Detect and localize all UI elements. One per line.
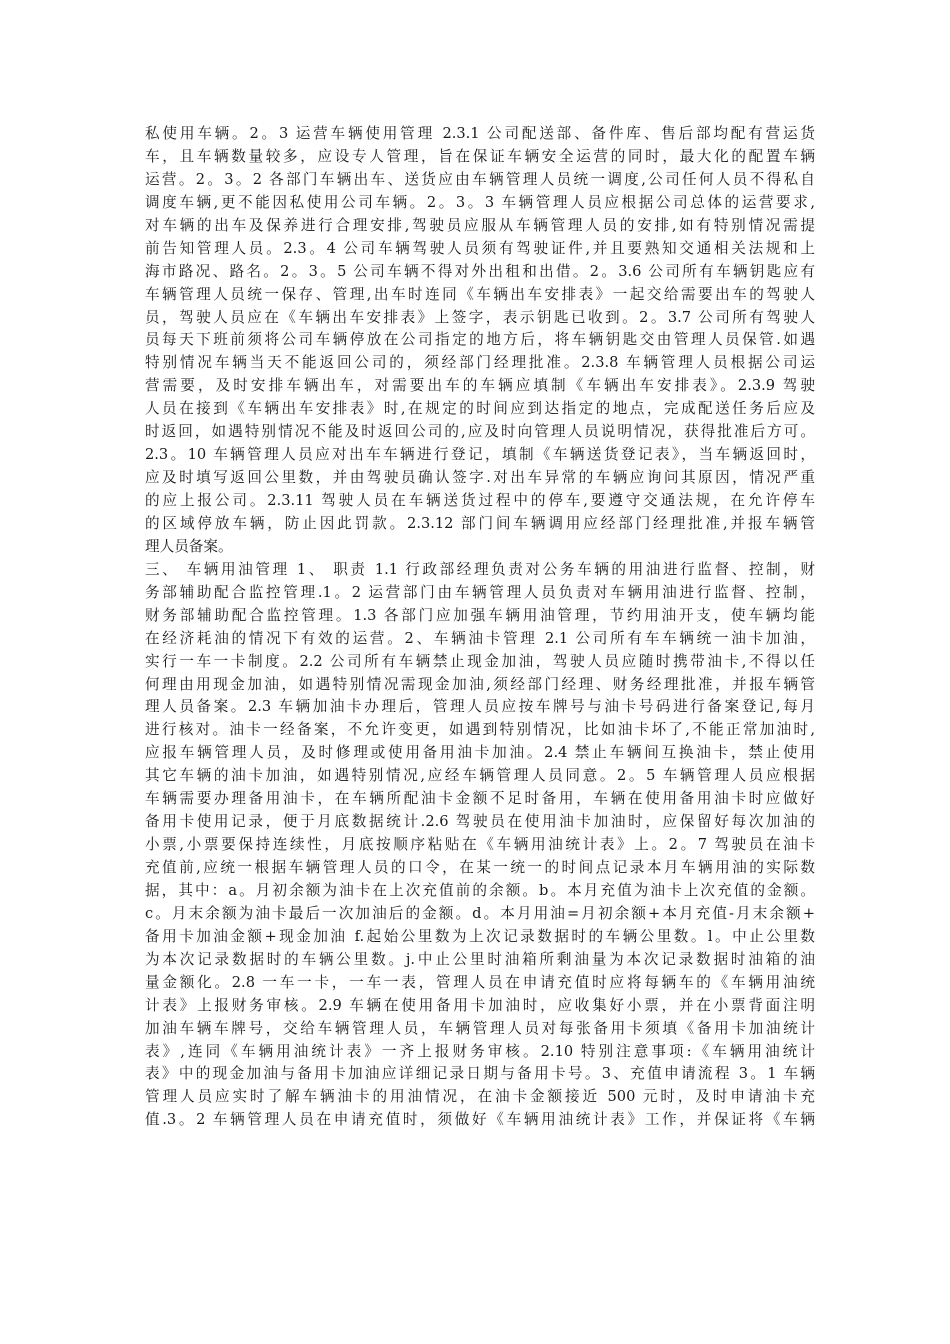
text-line: 表》中的现金加油与备用卡加油应详细记录日期与备用卡号。3、充值申请流程 3。1 车辆 bbox=[145, 1065, 815, 1083]
text-line: 特别情况车辆当天不能返回公司的，须经部门经理批准。2.3.8 车辆管理人员根据公司运 bbox=[145, 354, 815, 372]
text-line: 小票,小票要保持连续性，月底按顺序粘贴在《车辆用油统计表》上。2。7 驾驶员在油卡 bbox=[145, 836, 815, 854]
text-line: 的区域停放车辆，防止因此罚款。2.3.12 部门间车辆调用应经部门经理批准,并报车辆管 bbox=[145, 514, 815, 532]
text-line: 人员在接到《车辆出车安排表》时,在规定的时间应到达指定的地点，完成配送任务后应及 bbox=[145, 400, 815, 418]
text-line: 调度车辆,更不能因私使用公司车辆。2。3。3 车辆管理人员应根据公司总体的运营要求, bbox=[145, 193, 815, 211]
text-line: 三、 车辆用油管理 1、 职责 1.1 行政部经理负责对公务车辆的用油进行监督、控制，财 bbox=[145, 560, 815, 578]
text-line: 表》,连同《车辆用油统计表》一齐上报财务审核。2.10 特别注意事项:《车辆用油统计 bbox=[145, 1042, 815, 1060]
text-line: 为本次记录数据时的车辆公里数。j.中止公里时油箱所剩油量为本次记录数据时油箱的油 bbox=[145, 950, 815, 968]
text-line: 时返回，如遇特别情况不能及时返回公司的,应及时向管理人员说明情况，获得批准后方可。 bbox=[145, 423, 815, 441]
text-line: 员，驾驶人员应在《车辆出车安排表》上签字，表示钥匙已收到。2。3.7 公司所有驾驶人 bbox=[145, 308, 815, 326]
text-line: 运营。2。3。2 各部门车辆出车、送货应由车辆管理人员统一调度,公司任何人员不得私自 bbox=[145, 170, 815, 188]
text-line: 员每天下班前须将公司车辆停放在公司指定的地方后，将车辆钥匙交由管理人员保管.如遇 bbox=[145, 331, 815, 349]
text-line: 备用卡使用记录，便于月底数据统计.2.6 驾驶员在使用油卡加油时，应保留好每次加油的 bbox=[145, 813, 815, 831]
text-line: 海市路况、路名。2。3。5 公司车辆不得对外出租和出借。2。3.6 公司所有车辆钥匙应有 bbox=[145, 262, 815, 280]
text-line: 其它车辆的油卡加油，如遇特别情况,应经车辆管理人员同意。2。5 车辆管理人员应根据 bbox=[145, 767, 815, 785]
text-line: 管理人员应实时了解车辆油卡的用油情况，在油卡金额接近 500 元时，及时申请油卡充 bbox=[145, 1088, 815, 1106]
text-line: 对车辆的出车及保养进行合理安排,驾驶员应服从车辆管理人员的安排,如有特别情况需提 bbox=[145, 216, 815, 234]
text-line: 财务部辅助配合监控管理。1.3 各部门应加强车辆用油管理，节约用油开支，使车辆均能 bbox=[145, 606, 815, 624]
text-line: 的应上报公司。2.3.11 驾驶人员在车辆送货过程中的停车,要遵守交通法规，在允许停车 bbox=[145, 492, 815, 509]
text-line: 2.3。10 车辆管理人员应对出车车辆进行登记，填制《车辆送货登记表》，当车辆返回时， bbox=[145, 446, 815, 464]
text-line: 前告知管理人员。2.3。4 公司车辆驾驶人员须有驾驶证件,并且要熟知交通相关法规和上 bbox=[145, 239, 815, 257]
text-line: 车辆管理人员统一保存、管理,出车时连同《车辆出车安排表》一起交给需要出车的驾驶人 bbox=[145, 285, 815, 303]
text-line: 车辆需要办理备用油卡，在车辆所配油卡金额不足时备用，车辆在使用备用油卡时应做好 bbox=[145, 790, 815, 808]
text-line: 加油车辆车牌号，交给车辆管理人员，车辆管理人员对每张备用卡须填《备用卡加油统计 bbox=[145, 1019, 815, 1037]
text-line: 何理由用现金加油，如遇特别情况需现金加油,须经部门经理、财务经理批准，并报车辆管 bbox=[145, 675, 815, 693]
text-line: 计表》上报财务审核。2.9 车辆在使用备用卡加油时，应收集好小票，并在小票背面注明 bbox=[145, 996, 815, 1014]
text-line: 值.3。2 车辆管理人员在申请充值时，须做好《车辆用油统计表》工作，并保证将《车辆 bbox=[145, 1111, 815, 1129]
text-line: 私使用车辆。2。3 运营车辆使用管理 2.3.1 公司配送部、备件库、售后部均配有营运货 bbox=[145, 125, 815, 142]
document-body bbox=[145, 123, 815, 1132]
text-line: 应报车辆管理人员，及时修理或使用备用油卡加油。2.4 禁止车辆间互换油卡，禁止使用 bbox=[145, 744, 815, 762]
text-line: 充值前,应统一根据车辆管理人员的口令，在某一统一的时间点记录本月车辆用油的实际数 bbox=[145, 859, 815, 876]
text-line: 理人员备案。2.3 车辆加油卡办理后，管理人员应按车牌号与油卡号码进行备案登记,每月 bbox=[145, 698, 815, 716]
text-line: 应及时填写返回公里数，并由驾驶员确认签字.对出车异常的车辆应询问其原因，情况严重 bbox=[145, 469, 815, 487]
text-line: 量金额化。2.8 一车一卡，一车一表，管理人员在申请充值时应将每辆车的《车辆用油统 bbox=[145, 973, 815, 991]
text-line: 在经济耗油的情况下有效的运营。2、车辆油卡管理 2.1 公司所有车车辆统一油卡加油， bbox=[145, 629, 815, 647]
text-line: 营需要，及时安排车辆出车，对需要出车的车辆应填制《车辆出车安排表》。2.3.9 驾驶 bbox=[145, 377, 815, 395]
text-line: 备用卡加油金额+现金加油 f.起始公里数为上次记录数据时的车辆公里数。l。中止公里数 bbox=[145, 927, 815, 945]
text-line: 进行核对。油卡一经备案，不允许变更，如遇到特别情况，比如油卡坏了,不能正常加油时, bbox=[145, 721, 815, 739]
text-line: c。月末余额为油卡最后一次加油后的金额。d。本月用油=月初余额+本月充值-月末余额+ bbox=[145, 904, 815, 922]
text-line: 实行一车一卡制度。2.2 公司所有车辆禁止现金加油，驾驶人员应随时携带油卡,不得以任 bbox=[145, 652, 815, 670]
text-line: 车，且车辆数量较多，应设专人管理，旨在保证车辆安全运营的同时，最大化的配置车辆 bbox=[145, 147, 815, 165]
text-line: 理人员备案。 bbox=[145, 537, 233, 555]
text-line: 据，其中：a。月初余额为油卡在上次充值前的余额。b。本月充值为油卡上次充值的金额。 bbox=[145, 881, 815, 899]
text-line: 务部辅助配合监控管理.1。2 运营部门由车辆管理人员负责对车辆用油进行监督、控制， bbox=[145, 583, 815, 601]
